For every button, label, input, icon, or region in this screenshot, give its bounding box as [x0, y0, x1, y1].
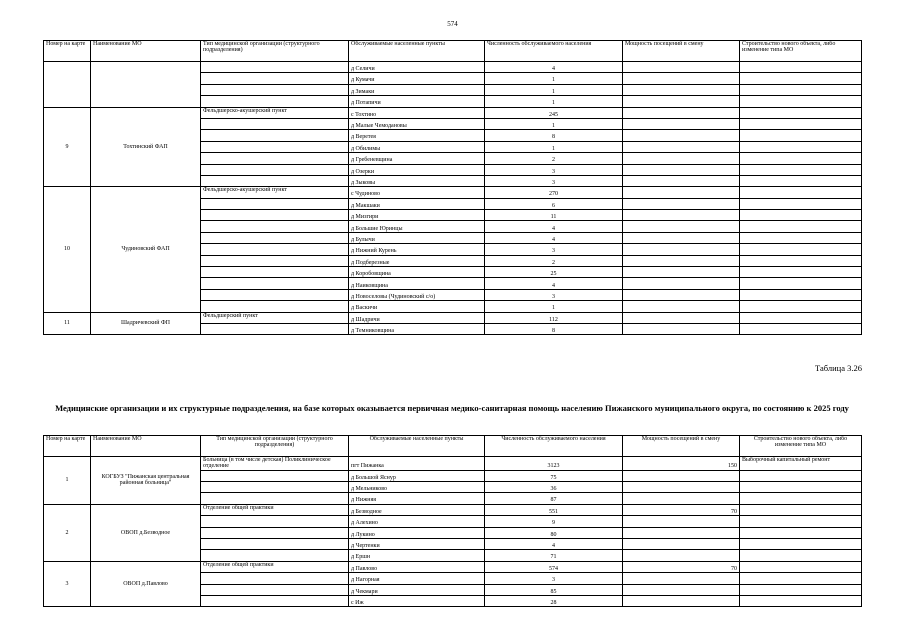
population: 1: [485, 73, 623, 84]
map-number: 9: [44, 107, 91, 187]
construction-empty: [740, 493, 862, 504]
org-type-empty: [201, 210, 349, 221]
mo-name: КОГБУЗ "Пижанская центральная районная больница": [91, 457, 201, 505]
place-name: д Павлово: [349, 561, 485, 572]
org-type: Фельдшерско-акушерский пункт: [201, 187, 349, 198]
org-type: [201, 62, 349, 73]
org-type-empty: [201, 289, 349, 300]
capacity-empty: [623, 278, 740, 289]
population: 245: [485, 107, 623, 118]
col-number-header: Номер на карте: [44, 41, 91, 62]
population: 270: [485, 187, 623, 198]
capacity-empty: [623, 516, 740, 527]
construction-empty: [740, 516, 862, 527]
map-number: 1: [44, 457, 91, 505]
construction-empty: [740, 301, 862, 312]
org-type-empty: [201, 470, 349, 481]
capacity-empty: [623, 470, 740, 481]
col-mo-name-header: Наименование МО: [91, 41, 201, 62]
place-name: с Тохтино: [349, 107, 485, 118]
population: 3: [485, 573, 623, 584]
construction-empty: [740, 323, 862, 334]
org-type-empty: [201, 96, 349, 107]
capacity-empty: [623, 550, 740, 561]
population: 75: [485, 470, 623, 481]
map-number: [44, 62, 91, 108]
table-row: [44, 457, 862, 471]
org-type-empty: [201, 573, 349, 584]
mo-name: ОВОП д.Безводное: [91, 504, 201, 561]
population: 1: [485, 96, 623, 107]
org-type-empty: [201, 198, 349, 209]
org-type-empty: [201, 493, 349, 504]
population: 25: [485, 267, 623, 278]
col-org-type-header: Тип медицинской организации (структурного подразделения): [201, 41, 349, 62]
col-number-header: Номер на карте: [44, 436, 91, 457]
capacity-empty: [623, 595, 740, 606]
construction-empty: [740, 232, 862, 243]
capacity: 150: [623, 457, 740, 471]
construction-empty: [740, 595, 862, 606]
org-type: Отделение общей практики: [201, 504, 349, 515]
org-type-empty: [201, 175, 349, 186]
place-name: д Чекмари: [349, 584, 485, 595]
place-name: д Озерки: [349, 164, 485, 175]
construction-empty: [740, 470, 862, 481]
map-number: 2: [44, 504, 91, 561]
population: 3: [485, 164, 623, 175]
capacity-empty: [623, 527, 740, 538]
population: 1: [485, 301, 623, 312]
mo-name: Тохтинский ФАП: [91, 107, 201, 187]
place-name: с Чудиново: [349, 187, 485, 198]
col-capacity-header: Мощность посещений в смену: [623, 41, 740, 62]
capacity: 70: [623, 504, 740, 515]
population: 1: [485, 141, 623, 152]
capacity-empty: [623, 198, 740, 209]
population: 1: [485, 84, 623, 95]
population: 1: [485, 118, 623, 129]
org-type-empty: [201, 73, 349, 84]
table-row: [44, 504, 862, 515]
org-type-empty: [201, 323, 349, 334]
capacity-empty: [623, 141, 740, 152]
place-name: д Алехино: [349, 516, 485, 527]
org-type-empty: [201, 255, 349, 266]
capacity-empty: [623, 153, 740, 164]
place-name: д Наиковщина: [349, 278, 485, 289]
construction-empty: [740, 481, 862, 492]
org-type-empty: [201, 527, 349, 538]
org-type-empty: [201, 221, 349, 232]
construction-empty: [740, 130, 862, 141]
capacity-empty: [623, 232, 740, 243]
construction-empty: [740, 527, 862, 538]
construction-empty: [740, 289, 862, 300]
mo-name: Чудиновский ФАП: [91, 187, 201, 312]
map-number: 11: [44, 312, 91, 335]
capacity-empty: [623, 584, 740, 595]
org-type-empty: [201, 267, 349, 278]
capacity-empty: [623, 267, 740, 278]
table-row: [44, 187, 862, 198]
capacity-empty: [623, 312, 740, 323]
capacity-empty: [623, 164, 740, 175]
capacity-empty: [623, 210, 740, 221]
table-row: [44, 62, 862, 73]
population: 2: [485, 255, 623, 266]
population: 85: [485, 584, 623, 595]
construction-empty: [740, 210, 862, 221]
org-type-empty: [201, 244, 349, 255]
capacity-empty: [623, 493, 740, 504]
org-type-empty: [201, 232, 349, 243]
map-number: 3: [44, 561, 91, 607]
construction-empty: [740, 118, 862, 129]
construction-empty: [740, 96, 862, 107]
org-type-empty: [201, 301, 349, 312]
place-name: д Ершн: [349, 550, 485, 561]
construction: Выборочный капитальный ремонт: [740, 457, 862, 471]
table-title: Медицинские организации и их структурные подразделения, на базе которых оказывается первичная медико-санитарная помощь населению Пижанского муниципального округа, по состоянию к 2025 году: [55, 403, 849, 413]
population: 3: [485, 289, 623, 300]
org-type-empty: [201, 164, 349, 175]
capacity-empty: [623, 187, 740, 198]
capacity-empty: [623, 301, 740, 312]
place-name: д Зимаки: [349, 84, 485, 95]
place-name: д Малые Чемодановы: [349, 118, 485, 129]
population: 4: [485, 62, 623, 73]
page-number: 574: [447, 20, 458, 28]
construction-empty: [740, 244, 862, 255]
construction-empty: [740, 573, 862, 584]
capacity-empty: [623, 73, 740, 84]
capacity-empty: [623, 573, 740, 584]
org-type-empty: [201, 516, 349, 527]
construction-empty: [740, 62, 862, 73]
place-name: д Нижний Курень: [349, 244, 485, 255]
place-name: д Большие Юринцы: [349, 221, 485, 232]
population: 3: [485, 244, 623, 255]
population: 6: [485, 198, 623, 209]
org-type-empty: [201, 141, 349, 152]
col-places-header: Обслуживаемые населенные пункты: [349, 436, 485, 457]
place-name: д Васкичи: [349, 301, 485, 312]
org-type-empty: [201, 153, 349, 164]
org-type-empty: [201, 130, 349, 141]
capacity-empty: [623, 289, 740, 300]
population: 3: [485, 175, 623, 186]
place-name: д Кумачи: [349, 73, 485, 84]
capacity: 70: [623, 561, 740, 572]
map-number: 10: [44, 187, 91, 312]
population: 4: [485, 221, 623, 232]
place-name: д Веретея: [349, 130, 485, 141]
org-type: Отделение общей практики: [201, 561, 349, 572]
org-type-empty: [201, 84, 349, 95]
population: 4: [485, 278, 623, 289]
col-population-header: Численность обслуживаемого населения: [485, 436, 623, 457]
population: 112: [485, 312, 623, 323]
population: 28: [485, 595, 623, 606]
place-name: д Шадричи: [349, 312, 485, 323]
place-name: д Подберезные: [349, 255, 485, 266]
place-name: д Зыковы: [349, 175, 485, 186]
place-name: д Нагорная: [349, 573, 485, 584]
construction-empty: [740, 584, 862, 595]
place-name: пгт Пижанка: [349, 457, 485, 471]
population: 87: [485, 493, 623, 504]
construction-empty: [740, 267, 862, 278]
mo-name: ОВОП д.Павлово: [91, 561, 201, 607]
table-number: Таблица 3.26: [815, 363, 862, 373]
population: 574: [485, 561, 623, 572]
org-type-empty: [201, 538, 349, 549]
col-places-header: Обслуживаемые населенные пункты: [349, 41, 485, 62]
place-name: д Булычи: [349, 232, 485, 243]
place-name: д Мельниково: [349, 481, 485, 492]
place-name: д Чертенки: [349, 538, 485, 549]
place-name: д Новоселовы (Чудиновский с/о): [349, 289, 485, 300]
table-2: [43, 435, 862, 607]
org-type-empty: [201, 481, 349, 492]
population: 8: [485, 130, 623, 141]
capacity-empty: [623, 130, 740, 141]
place-name: д Обилимы: [349, 141, 485, 152]
capacity-empty: [623, 96, 740, 107]
construction-empty: [740, 175, 862, 186]
construction: [740, 561, 862, 572]
construction-empty: [740, 550, 862, 561]
construction-empty: [740, 107, 862, 118]
place-name: д Гребеневщина: [349, 153, 485, 164]
population: 3123: [485, 457, 623, 471]
place-name: д Коробовщина: [349, 267, 485, 278]
population: 80: [485, 527, 623, 538]
org-type: Больница (в том числе детская) Поликлиническое отделение: [201, 457, 349, 471]
construction-empty: [740, 153, 862, 164]
place-name: д Темниковщина: [349, 323, 485, 334]
org-type: Фельдшерско-акушерский пункт: [201, 107, 349, 118]
org-type-empty: [201, 584, 349, 595]
construction-empty: [740, 538, 862, 549]
place-name: д Безводное: [349, 504, 485, 515]
population: 36: [485, 481, 623, 492]
col-mo-name-header: Наименование МО: [91, 436, 201, 457]
capacity-empty: [623, 255, 740, 266]
construction-empty: [740, 255, 862, 266]
table-1: [43, 40, 862, 335]
population: 2: [485, 153, 623, 164]
construction-empty: [740, 278, 862, 289]
capacity-empty: [623, 244, 740, 255]
construction-empty: [740, 221, 862, 232]
col-construction-header: Строительство нового объекта, либо изменение типа МО: [740, 41, 862, 62]
col-capacity-header: Мощность посещений в смену: [623, 436, 740, 457]
org-type-empty: [201, 550, 349, 561]
construction-empty: [740, 198, 862, 209]
place-name: с Иж: [349, 595, 485, 606]
population: 4: [485, 232, 623, 243]
org-type-empty: [201, 595, 349, 606]
capacity-empty: [623, 62, 740, 73]
population: 8: [485, 323, 623, 334]
capacity-empty: [623, 107, 740, 118]
org-type: Фельдшерский пункт: [201, 312, 349, 323]
capacity-empty: [623, 221, 740, 232]
col-org-type-header: Тип медицинской организации (структурного подразделения): [201, 436, 349, 457]
place-name: д Нижняя: [349, 493, 485, 504]
table-1-header: [44, 41, 862, 62]
capacity-empty: [623, 481, 740, 492]
col-population-header: Численность обслуживаемого населения: [485, 41, 623, 62]
construction-empty: [740, 84, 862, 95]
place-name: д Лукино: [349, 527, 485, 538]
place-name: д Большой Яснур: [349, 470, 485, 481]
capacity-empty: [623, 538, 740, 549]
table-2-header: [44, 436, 862, 457]
population: 71: [485, 550, 623, 561]
table-row: [44, 561, 862, 572]
place-name: д Мизгири: [349, 210, 485, 221]
table-row: [44, 312, 862, 323]
population: 9: [485, 516, 623, 527]
population: 4: [485, 538, 623, 549]
place-name: д Потапичи: [349, 96, 485, 107]
org-type-empty: [201, 278, 349, 289]
construction-empty: [740, 73, 862, 84]
capacity-empty: [623, 84, 740, 95]
capacity-empty: [623, 118, 740, 129]
mo-name: Шадричевский ФП: [91, 312, 201, 335]
construction-empty: [740, 141, 862, 152]
construction-empty: [740, 164, 862, 175]
population: 11: [485, 210, 623, 221]
population: 551: [485, 504, 623, 515]
construction-empty: [740, 187, 862, 198]
construction-empty: [740, 312, 862, 323]
table-row: [44, 107, 862, 118]
construction: [740, 504, 862, 515]
col-construction-header: Строительство нового объекта, либо изменение типа МО: [740, 436, 862, 457]
place-name: д Селичи: [349, 62, 485, 73]
mo-name: [91, 62, 201, 108]
place-name: д Макшаки: [349, 198, 485, 209]
capacity-empty: [623, 175, 740, 186]
org-type-empty: [201, 118, 349, 129]
capacity-empty: [623, 323, 740, 334]
